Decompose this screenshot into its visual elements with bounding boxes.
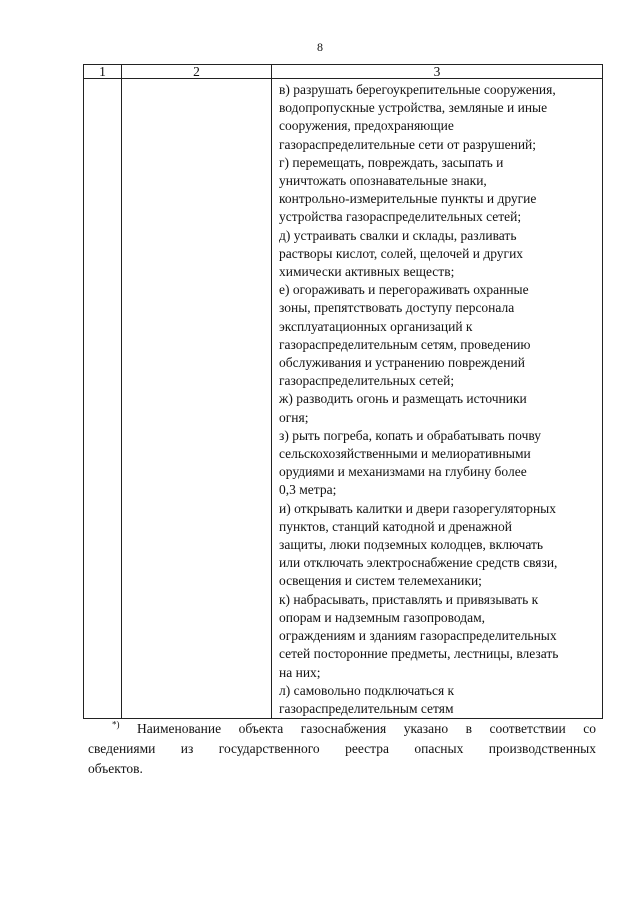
list-line: химически активных веществ; [279,264,455,280]
list-line: в) разрушать берегоукрепительные сооружения, [279,82,556,97]
list-line: сельскохозяйственными и мелиоративными [279,446,531,462]
list-line: водопропускные устройства, земляные и иные [279,100,548,116]
prohibitions-list [272,79,602,718]
list-line: контрольно-измерительные пункты и другие [279,191,537,207]
list-line: газораспределительные сети от разрушений; [279,136,537,152]
cell-column-3 [272,79,603,719]
table-row [84,79,603,719]
list-line: з) рыть погреба, копать и обрабатывать почву [279,427,542,443]
footnote-line-2: сведениями из государственного реестра опасных производственных [88,741,596,756]
list-line: растворы кислот, солей, щелочей и других [279,245,524,261]
list-line: опорам и надземным газопроводам, [279,609,485,625]
list-line: сооружения, предохраняющие [279,118,454,134]
list-line: пунктов, станций катодной и дренажной [279,518,512,534]
list-line: и) открывать калитки и двери газорегуляторных [279,500,556,516]
list-line: защиты, люки подземных колодцев, включать [279,537,544,553]
table-header-row [84,65,603,79]
footnote-text-1: Наименование объекта газоснабжения указано в соответствии со [137,721,596,736]
list-line: д) устраивать свалки и склады, разливать [279,227,517,243]
list-line: л) самовольно подключаться к [279,682,455,698]
list-line: обслуживания и устранению повреждений [279,355,525,371]
list-line: на них; [279,664,321,680]
document-table [83,64,603,719]
footnote [88,719,596,779]
list-line: освещения и систем телемеханики; [279,573,482,589]
list-line: 0,3 метра; [279,482,337,498]
footnote-line-1 [88,719,596,739]
header-cell-3: 3 [272,65,603,79]
list-line: огня; [279,409,309,425]
list-line: устройства газораспределительных сетей; [279,209,522,225]
list-line: или отключать электроснабжение средств связи, [279,555,558,571]
list-line: газораспределительных сетей; [279,373,455,389]
list-line: ж) разводить огонь и размещать источники [279,391,527,407]
cell-column-1 [84,79,122,719]
footnote-marker: *) [112,719,120,730]
list-line: газораспределительным сетям, проведению [279,336,531,352]
header-cell-2: 2 [122,65,272,79]
footnote-line-3: объектов. [88,761,143,776]
list-line: г) перемещать, повреждать, засыпать и [279,154,504,170]
list-line: уничтожать опознавательные знаки, [279,173,487,189]
list-line: к) набрасывать, приставлять и привязывать к [279,591,539,607]
list-line: орудиями и механизмами на глубину более [279,464,527,480]
list-line: ограждениям и зданиям газораспределительных [279,628,557,644]
list-line: е) огораживать и перегораживать охранные [279,282,529,298]
cell-column-2 [122,79,272,719]
list-line: зоны, препятствовать доступу персонала [279,300,515,316]
header-cell-1: 1 [84,65,122,79]
list-line: газораспределительным сетям [279,700,454,716]
page-number: 8 [317,40,323,54]
list-line: эксплуатационных организаций к [279,318,473,334]
list-line: сетей посторонние предметы, лестницы, влезать [279,646,559,662]
